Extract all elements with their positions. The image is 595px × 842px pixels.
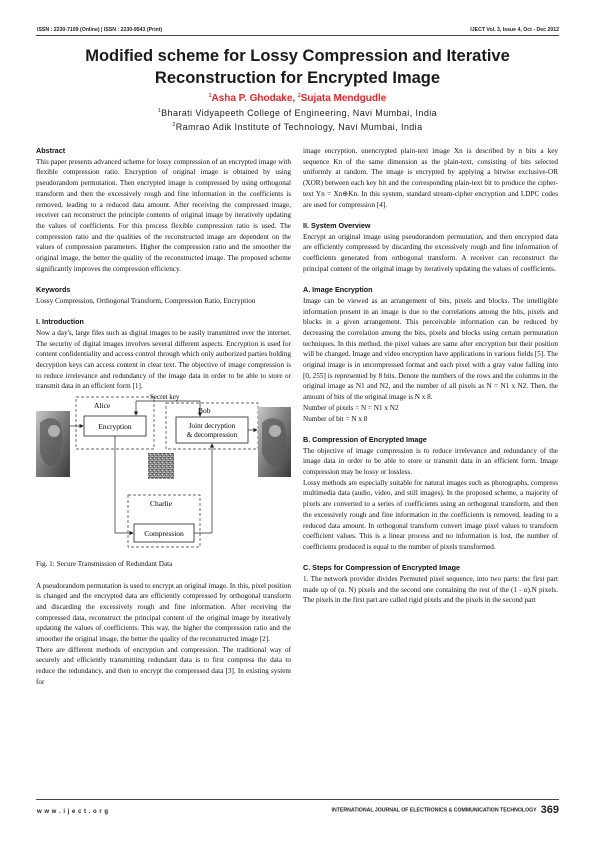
secret-key-label: Secret key [150, 393, 180, 402]
affiliation-1 [0, 108, 595, 118]
abstract-text: This paper presents advanced scheme for lossy compression of an encrypted image with flexible compression ratio. Encryption of original image is obtained by using pseudorandom permutation. Then encrypted image is compressed by using orthogonal transform and then the excessively rough and fine information in the coefficients is removed, leading to a reduced data amount. After receiving the compressed image, receiver can reconstruct the principle contents of original image by iteratively updating the values of coefficients. For this process flexible compression ratio is used. The compression ratio and the qualities of the reconstructed image are dependent on the values of compression parameters. Higher the compression ratio and the smoother the original image, the better the quality of the reconstructed image. The proposed scheme significantly improves the compression efficiency. [36, 157, 291, 273]
joint-decryption-block [176, 417, 248, 443]
system-overview-text: Encrypt an original image using pseudorandom permutation, and then encrypted data are efficiently compressed by discarding the excessively rough and fine information of coefficients generated from orthogonal transform. A receiver can reconstruct the principal content of the original image by iteratively updating the values of coefficients. [303, 232, 558, 273]
abstract-heading: Abstract [36, 146, 66, 155]
pixels-formula: Number of pixels = N = N1 x N2 [303, 403, 399, 412]
paper-title: Modified scheme for Lossy Compression and Iterative Reconstruction for Encrypted Image [85, 47, 510, 87]
affiliation-2 [0, 122, 595, 132]
bits-formula: Number of bit = N x 8 [303, 414, 368, 423]
charlie-label: Charlie [150, 499, 173, 509]
keywords-heading: Keywords [36, 285, 71, 295]
compression-heading: B. Compression of Encrypted Image [303, 434, 427, 444]
affiliation-1-mark: 1 [157, 108, 162, 114]
image-encryption-heading: A. Image Encryption [303, 285, 373, 295]
reconstructed-image [258, 407, 291, 477]
affiliation-2-mark: 2 [172, 122, 176, 128]
page-number: 369 [540, 804, 559, 816]
footer-journal-block [332, 804, 559, 816]
image-encryption-text: Image can be viewed as an arrangement of bits, pixels and blocks. The intelligible information present in an image is due to the correlations among the bits, pixels and blocks in a given arrangement. This perceivable information can be reduced by decreasing the correlation among the bits, pixels and blocks using certain permutation techniques. In this method, the pixel values are same after encryption but their position will be changed. Image and video encryption have applications in various fields [5]. The original image is in uncompressed format and each pixel with a gray value falling into [0, 255] is represented by 8 bits. Denote the numbers of the rows and the columns in the original image as N1 and N2, and the number of all pixels as N = N1 x N2. Then, the amount of bits of the original image is N x 8. [303, 296, 558, 402]
left-column [36, 146, 291, 688]
footer-rule [36, 799, 559, 800]
encryption-label: Encryption [98, 422, 132, 432]
figure-1-diagram [36, 393, 291, 559]
steps-heading: C. Steps for Compression of Encrypted Image [303, 563, 460, 573]
intro-paragraph-1: Now a day's, large files such as digital images to be easily transmitted over the internet. The security of digital images involves several different aspects. Encryption is used for content confidentiality and access control through which only authorized parties holding decryption keys can access content in clear text. The objective of image compression is to reduce irrelevance and redundancy of the image data in order to be able to store or transmit data in an efficient form [1]. [36, 328, 291, 391]
intro-heading: I. Introduction [36, 317, 84, 327]
header-rule [36, 35, 559, 36]
figure-1-caption: Fig. 1: Secure Transmission of Redundant Data [36, 560, 173, 569]
affiliation-1-text: Bharati Vidyapeeth College of Engineering, Navi Mumbai, India [161, 108, 438, 118]
header-volume: IJECT Vol. 3, Issue 4, Oct - Dec 2012 [470, 27, 559, 33]
footer-journal: INTERNATIONAL JOURNAL OF ELECTRONICS & COMMUNICATION TECHNOLOGY [331, 807, 537, 814]
header-issn: ISSN : 2230-7109 (Online) | ISSN : 2230-9543 (Print) [37, 27, 163, 33]
system-overview-heading: II. System Overview [303, 220, 371, 230]
keywords-text: Lossy Compression, Orthogonal Transform, Compression Ratio, Encryption [36, 296, 256, 305]
compression-label: Compression [144, 529, 184, 539]
joint-decryption-label-1: Joint decryption [188, 422, 236, 431]
affiliation-2-text: Ramrao Adik Institute of Technology, Navi Mumbai, India [175, 122, 423, 132]
author-2: Sujata Mendgudle [300, 93, 387, 104]
right-intro-paragraph: image encryption, unencrypted plain-text image Xn is described by n bits a key sequence Kn of the same dimension as the plain-text, consisting of bits selected uniformly at random. The image is encrypted by applying a bitwise exclusive-OR (XOR) between each key bit and the corresponding plain-text bit to produce the cipher-text Yn = Xn⊕Kn. In this system, standard stream-cipher encryption and LDPC codes are used for compression [4]. [303, 147, 558, 209]
intro-paragraph-3: There are different methods of encryption and compression. The traditional way of securely and efficiently transmitting redundant data is to first compress the data to reduce the redundancy, and then to encrypt the compressed data [3]. In existing system for [36, 645, 291, 686]
original-image [36, 411, 70, 477]
steps-text: 1. The network provider divides Permuted pixel sequence, into two parts: the first part made up of (α. N) pixels and the second one containing the rest of the (1 - α).N pixels. The pixels in the first part are called rigid pixels and the pixels in the second part [303, 575, 558, 605]
author-1: Asha P. Ghodake, [211, 93, 298, 104]
intro-paragraph-2: A pseudorandom permutation is used to encrypt an original image. In this, pixel position is changed and the encrypted data are efficiently compressed by orthogonal transform and discarding the excessively rough and fine information. After receiving the compressed data, reconstruct the principal content of the original image by iteratively updating the values of coefficients. This way, the higher the compression ratio and the smoother the original image, the better the quality of the reconstructed image [2]. [36, 581, 291, 644]
compression-paragraph-2: Lossy methods are especially suitable for natural images such as photographs, compress multimedia data (audio, video, and still images). In the proposed scheme, a majority of pixels are converted to a series of coefficients using an orthogonal transform, and then the excessively rough and fine information in the coefficients is removed, leading to a reduced data amount. In orthogonal transform convert image pixel values to transform coefficient values. This is a linear process and no information is lost, the number of coefficients produced is equal to the number of pixels transformed. [303, 478, 558, 551]
bob-label: Bob [198, 406, 211, 416]
author-1-mark: 1 [208, 93, 212, 99]
right-column [303, 146, 558, 606]
encrypted-image [148, 453, 174, 479]
alice-label: Alice [94, 401, 111, 411]
author-2-mark: 2 [297, 93, 301, 99]
footer-website: w w w . i j e c t . o r g [37, 809, 109, 815]
figure-1 [36, 393, 291, 559]
author-line [0, 93, 595, 104]
compression-paragraph-1: The objective of image compression is to reduce irrelevance and redundancy of the image data in order to be able to store or transmit data in an efficient form. Image compression may be lossy or lossless. [303, 446, 558, 477]
joint-decryption-label-2: & decompression [186, 431, 238, 440]
